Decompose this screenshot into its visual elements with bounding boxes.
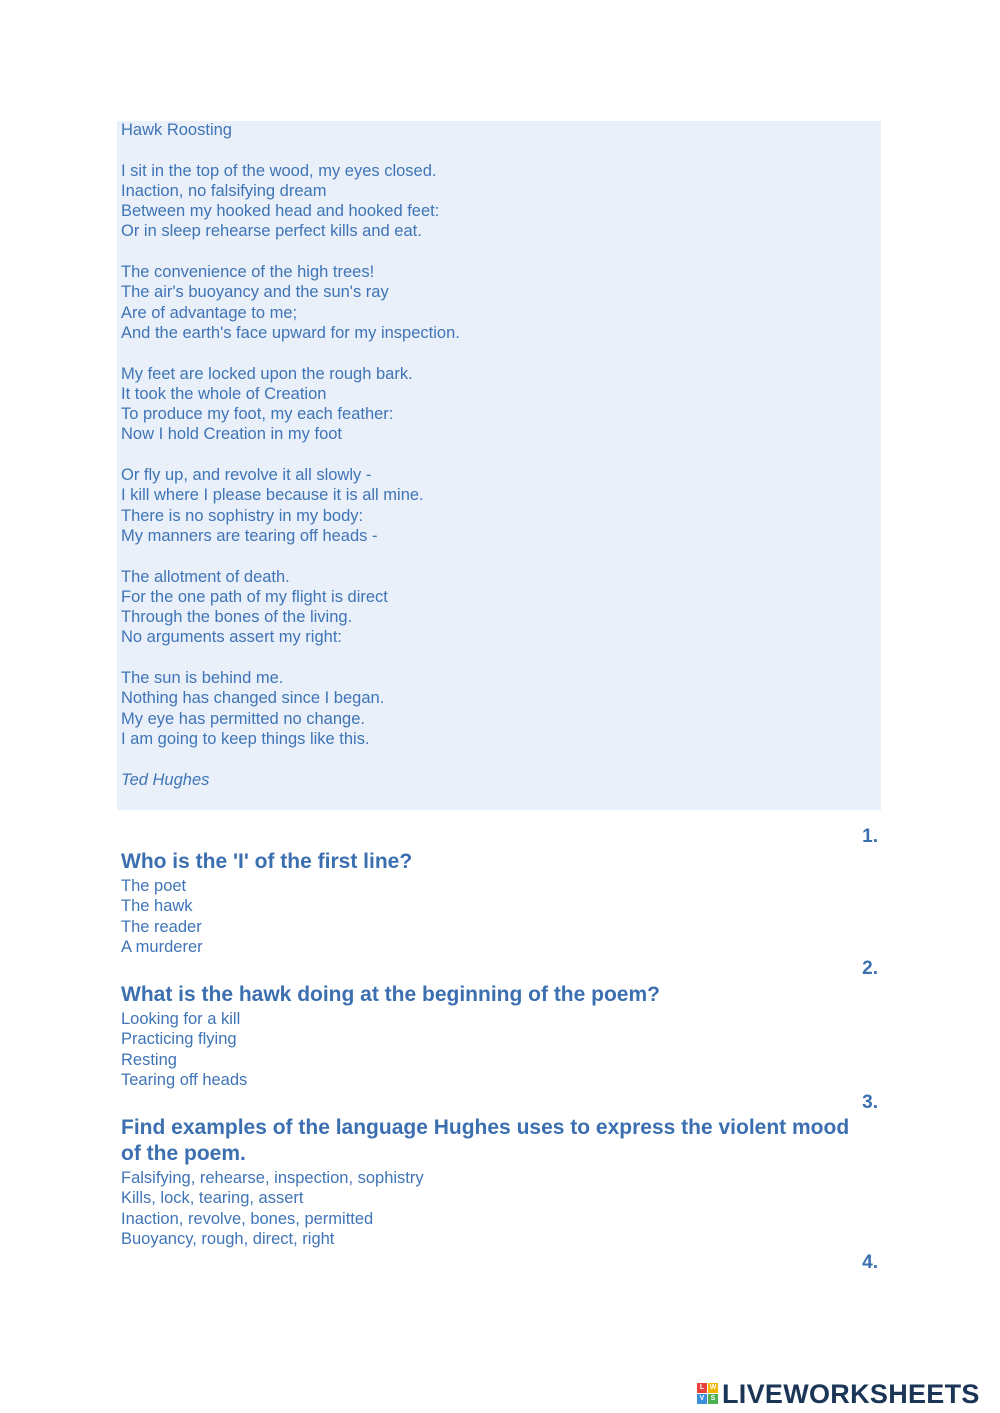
logo-tile: W [709, 1384, 717, 1391]
option[interactable]: Buoyancy, rough, direct, right [121, 1229, 335, 1248]
option[interactable]: Falsifying, rehearse, inspection, sophistry [121, 1169, 424, 1187]
poem-line: Through the bones of the living. [121, 608, 353, 627]
poem-line: Are of advantage to me; [121, 303, 298, 322]
poem-lines [121, 140, 861, 769]
poem-line: For the one path of my flight is direct [121, 587, 388, 606]
poem-line: The air's buoyancy and the sun's ray [121, 283, 389, 302]
poem-line: I kill where I please because it is all mine. [121, 486, 424, 505]
poem-line: No arguments assert my right: [121, 628, 342, 647]
option[interactable]: Tearing off heads [121, 1070, 248, 1089]
logo-tile: L [697, 1383, 707, 1393]
poem-line [121, 140, 861, 160]
option[interactable]: Practicing flying [121, 1030, 237, 1049]
option[interactable]: Inaction, revolve, bones, permitted [121, 1209, 374, 1228]
question-number-3: 3. [862, 1092, 878, 1113]
option[interactable]: Looking for a kill [121, 1010, 241, 1028]
question-number-1: 1. [862, 826, 878, 847]
poem-line: And the earth's face upward for my inspection. [121, 323, 460, 342]
poem-line [121, 546, 861, 566]
option[interactable]: A murderer [121, 937, 203, 956]
poem-line: The allotment of death. [121, 567, 290, 586]
poem-line [121, 343, 861, 363]
poem-line: Now I hold Creation in my foot [121, 425, 343, 444]
logo-tile: V [697, 1394, 707, 1404]
question-title-1: Who is the 'I' of the first line? [121, 850, 413, 873]
logo-tile: S [708, 1394, 718, 1404]
poem-line: Or fly up, and revolve it all slowly - [121, 466, 372, 485]
poem-author: Ted Hughes [121, 770, 210, 789]
option[interactable]: Resting [121, 1050, 177, 1069]
poem-line: There is no sophistry in my body: [121, 506, 364, 525]
poem-line: The sun is behind me. [121, 669, 284, 688]
poem-line: My feet are locked upon the rough bark. [121, 364, 413, 383]
poem-line [121, 242, 861, 262]
question-options-2 [121, 1009, 247, 1090]
poem-line: The convenience of the high trees! [121, 263, 375, 282]
poem [121, 120, 861, 790]
question-options-1 [121, 876, 203, 957]
question-number-4: 4. [862, 1252, 878, 1273]
poem-line: Or in sleep rehearse perfect kills and eat. [121, 222, 422, 241]
question-title-3: Find examples of the language Hughes uses to express the violent mood of the poem. [121, 1116, 850, 1165]
poem-title: Hawk Roosting [121, 121, 232, 139]
logo-text: LIVEWORKSHEETS [722, 1378, 980, 1409]
poem-line: My eye has permitted no change. [121, 709, 365, 728]
poem-line [121, 749, 861, 769]
poem-line: Nothing has changed since I began. [121, 689, 385, 708]
poem-line: It took the whole of Creation [121, 384, 327, 403]
option[interactable]: Kills, lock, tearing, assert [121, 1189, 304, 1208]
poem-line [121, 445, 861, 465]
question-number-2: 2. [862, 958, 878, 979]
option[interactable]: The poet [121, 877, 187, 895]
liveworksheets-logo [697, 1378, 980, 1410]
poem-line: Inaction, no falsifying dream [121, 181, 327, 200]
option[interactable]: The hawk [121, 897, 193, 916]
poem-line: To produce my foot, my each feather: [121, 405, 394, 424]
poem-line: Between my hooked head and hooked feet: [121, 202, 440, 221]
poem-line: I am going to keep things like this. [121, 729, 370, 748]
poem-line: My manners are tearing off heads - [121, 526, 378, 545]
question-title-2: What is the hawk doing at the beginning of the poem? [121, 983, 660, 1006]
option[interactable]: The reader [121, 917, 202, 936]
poem-line [121, 648, 861, 668]
poem-line: I sit in the top of the wood, my eyes closed. [121, 161, 437, 180]
question-options-3 [121, 1168, 424, 1249]
liveworksheets-logo-icon [697, 1383, 719, 1405]
